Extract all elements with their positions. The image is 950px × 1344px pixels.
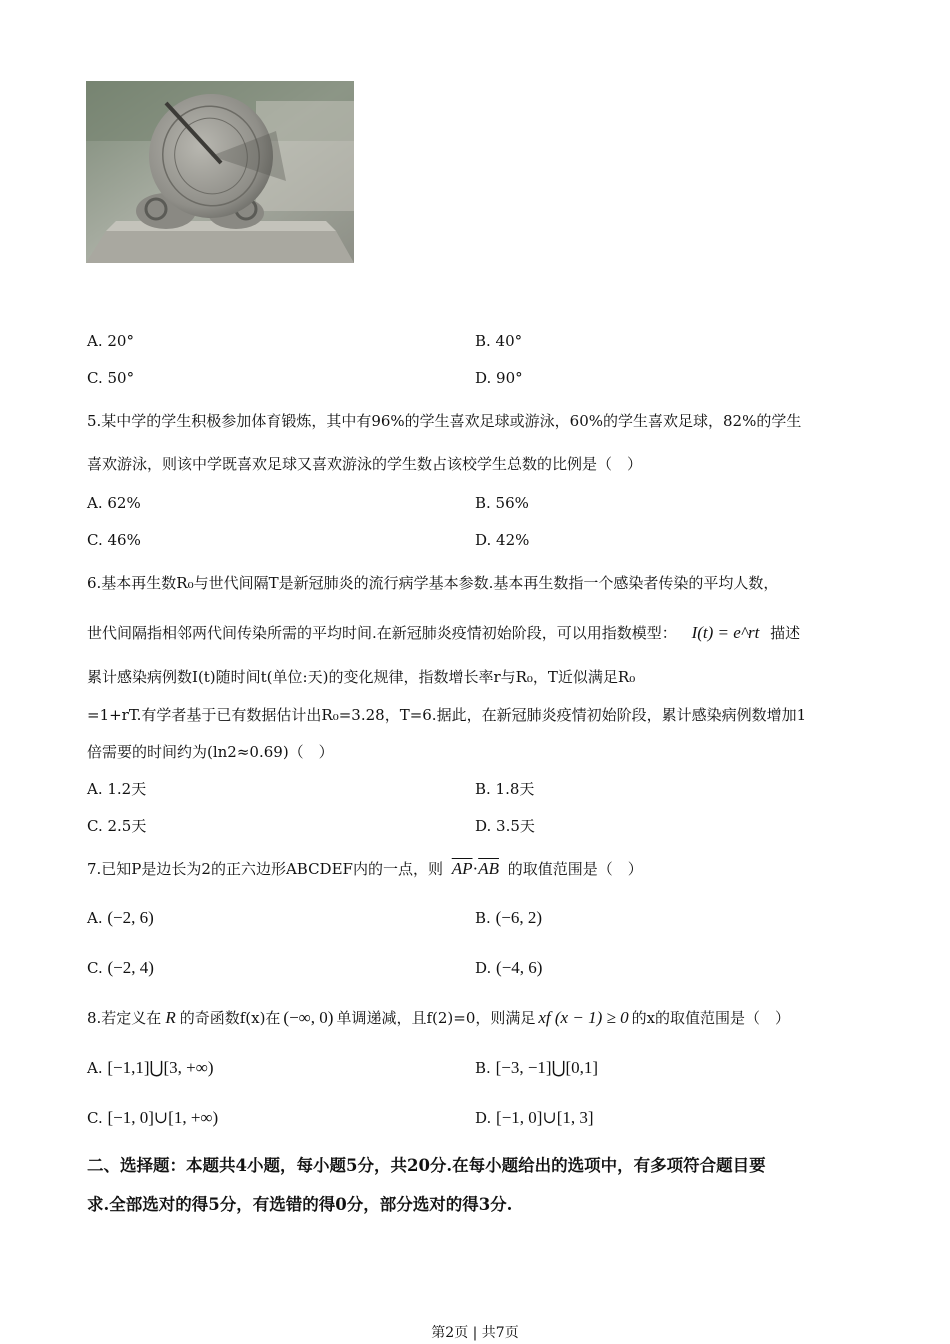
q8-option-b-value: [−3, −1]⋃[0,1] <box>495 1058 599 1077</box>
q8-option-c-label: C. <box>87 1109 103 1127</box>
q4-option-b: B. 40° <box>475 332 523 350</box>
q6-line2-tail: 描述 <box>770 624 801 642</box>
q7-option-a <box>87 908 154 928</box>
q8-option-a-label: A. <box>87 1059 103 1077</box>
q4-option-d: D. 90° <box>475 369 523 387</box>
page-footer: 第2页 | 共7页 <box>431 1325 519 1341</box>
q7-vector-ap: $\overline{AP}$ <box>451 859 473 878</box>
q5-option-b: B. 56% <box>475 494 529 512</box>
q8-option-a <box>87 1058 214 1078</box>
q7-stem-b: 的取值范围是（ ） <box>507 860 643 878</box>
q8-option-d-value: [−1, 0]∪[1, 3] <box>496 1108 594 1127</box>
q7-option-d <box>475 958 542 978</box>
q8-option-c-value: [−1, 0]∪[1, +∞) <box>107 1108 219 1127</box>
q7-option-c-value: (−2, 4) <box>107 958 154 977</box>
q7-option-b <box>475 908 542 928</box>
q7-option-a-value: (−2, 6) <box>107 908 154 927</box>
q8-option-c <box>87 1108 218 1128</box>
q7-option-b-label: B. <box>475 909 491 927</box>
q4-option-a: A. 20° <box>87 332 134 350</box>
q8-option-a-value: [−1,1]⋃[3, +∞) <box>107 1058 214 1077</box>
q7-option-c-label: C. <box>87 959 103 977</box>
q8-option-b-label: B. <box>475 1059 491 1077</box>
q6-stem-line4: =1+rT.有学者基于已有数据估计出R₀=3.28，T=6.据此，在新冠肺炎疫情初始阶段，累计感染病例数增加1 <box>87 706 807 724</box>
q8-stem-d: 的x的取值范围是（ ） <box>631 1009 791 1027</box>
q6-stem-line3: 累计感染病例数I(t)随时间t(单位:天)的变化规律，指数增长率r与R₀，T近似满足R₀ <box>87 668 636 686</box>
q8-option-d <box>475 1108 594 1128</box>
q5-stem-line2: 喜欢游泳，则该中学既喜欢足球又喜欢游泳的学生数占该校学生总数的比例是（ ） <box>87 455 643 473</box>
q8-interval: (−∞, 0) <box>283 1008 334 1027</box>
q7-option-d-value: (−4, 6) <box>496 958 543 977</box>
q8-stem-b: 的奇函数f(x)在 <box>179 1009 281 1027</box>
q4-option-c: C. 50° <box>87 369 135 387</box>
q6-option-d: D. 3.5天 <box>475 817 535 835</box>
q6-model-formula: I(t) = e^rt <box>691 623 760 642</box>
q5-stem-line1: 5.某中学的学生积极参加体育锻炼，其中有96%的学生喜欢足球或游泳，60%的学生喜欢足球，82%的学生 <box>87 412 802 430</box>
q5-option-c: C. 46% <box>87 531 141 549</box>
q7-option-d-label: D. <box>475 959 492 977</box>
q7-stem-a: 7.已知P是边长为2的正六边形ABCDEF内的一点，则 <box>87 860 443 878</box>
q6-option-c: C. 2.5天 <box>87 817 147 835</box>
q8-option-b <box>475 1058 598 1078</box>
q6-stem-line1: 6.基本再生数R₀与世代间隔T是新冠肺炎的流行病学基本参数.基本再生数指一个感染者传染的平均人数， <box>87 574 779 592</box>
q7-vector-ab: $\overline{AB}$ <box>478 859 499 878</box>
q6-option-b: B. 1.8天 <box>475 780 535 798</box>
q6-stem-line2 <box>87 623 800 643</box>
q7-option-b-value: (−6, 2) <box>495 908 542 927</box>
q7-option-c <box>87 958 154 978</box>
q8-inequality: xf (x − 1) ≥ 0 <box>538 1008 629 1027</box>
section2-heading-line2: 求.全部选对的得5分，有选错的得0分，部分选对的得3分. <box>87 1195 513 1214</box>
section2-heading-line1: 二、选择题：本题共4小题，每小题5分，共20分.在每小题给出的选项中，有多项符合题目要 <box>87 1156 766 1175</box>
q8-stem-a: 8.若定义在 <box>87 1009 162 1027</box>
q6-line2-text: 世代间隔指相邻两代间传染所需的平均时间.在新冠肺炎疫情初始阶段，可以用指数模型： <box>87 624 677 642</box>
q7-dot: · <box>472 859 479 878</box>
q7-option-a-label: A. <box>87 909 103 927</box>
q5-option-d: D. 42% <box>475 531 530 549</box>
q8-set-r: R <box>165 1008 176 1027</box>
q8-stem <box>87 1008 790 1028</box>
q5-option-a: A. 62% <box>87 494 141 512</box>
q6-stem-line5: 倍需要的时间约为(ln2≈0.69)（ ） <box>87 743 334 761</box>
sundial-photo <box>86 81 354 263</box>
q8-stem-c: 单调递减，且f(2)=0，则满足 <box>336 1009 536 1027</box>
q7-stem <box>87 859 643 879</box>
q8-option-d-label: D. <box>475 1109 492 1127</box>
q6-option-a: A. 1.2天 <box>87 780 147 798</box>
